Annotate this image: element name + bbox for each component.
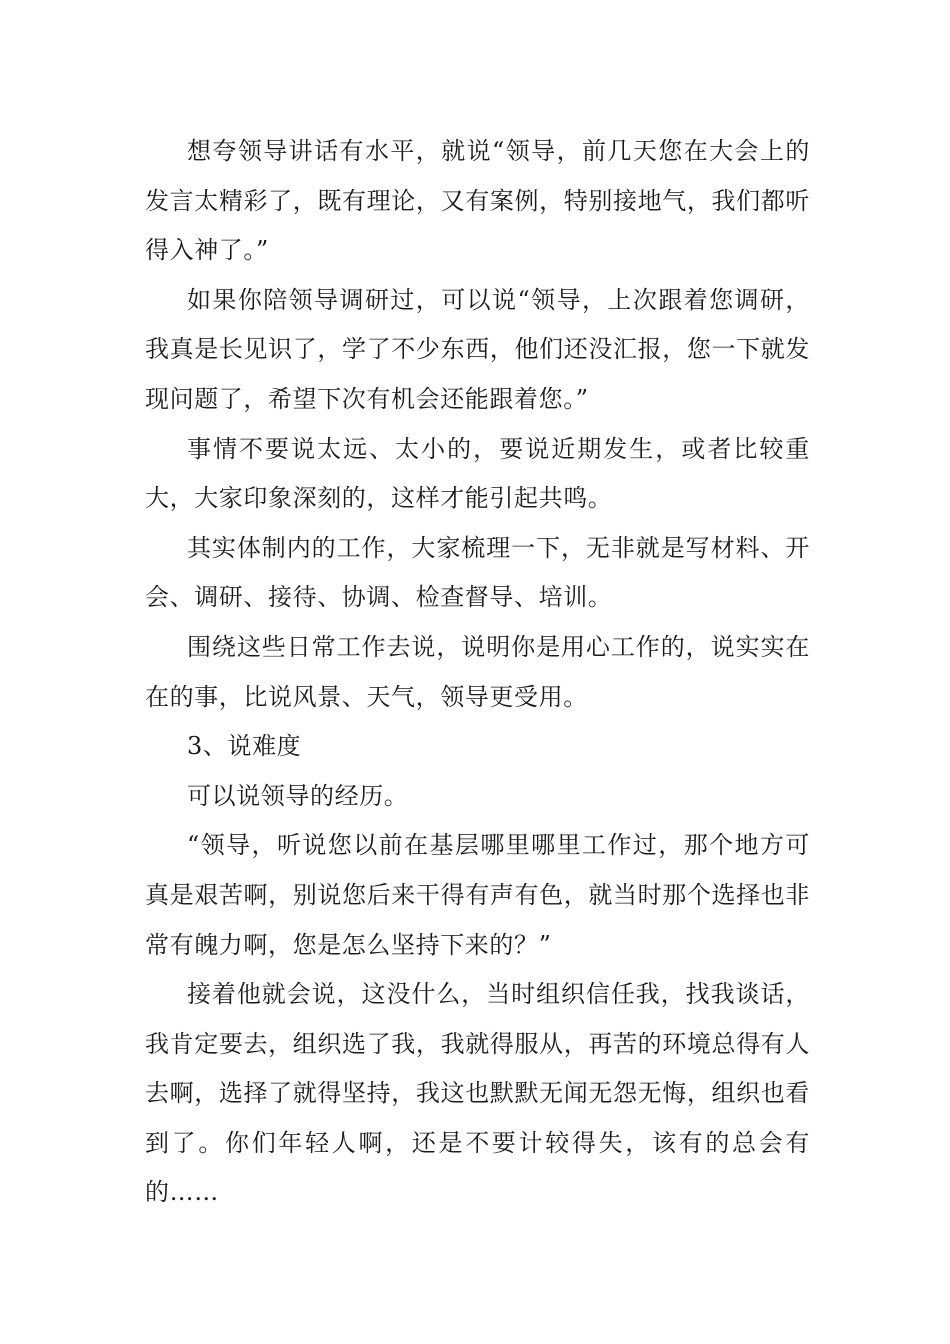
paragraph-praise-speech: 想夸领导讲话有水平，就说“领导，前几天您在大会上的发言太精彩了，既有理论，又有案例，特别接地气，我们都听得入神了。” — [145, 137, 810, 265]
paragraph-praise-research: 如果你陪领导调研过，可以说“领导，上次跟着您调研，我真是长见识了，学了不少东西，他们还没汇报，您一下就发现问题了，希望下次有机会还能跟着您。” — [145, 285, 810, 413]
paragraph-daily-work: 围绕这些日常工作去说，说明你是用心工作的，说实实在在的事，比说风景、天气，领导更受用。 — [145, 632, 810, 711]
paragraph-leader-reply: 接着他就会说，这没什么，当时组织信任我，找我谈话，我肯定要去，组织选了我，我就得服从，再苦的环境总得有人去啊，选择了就得坚持，我这也默默无闻无怨无悔，组织也看到了。你们年轻人啊，还是不要计较得失，该有的总会有的…… — [145, 980, 810, 1207]
paragraph-recent-events: 事情不要说太远、太小的，要说近期发生，或者比较重大，大家印象深刻的，这样才能引起共鸣。 — [145, 434, 810, 513]
section-heading-difficulty: 3、说难度 — [187, 732, 302, 761]
paragraph-experience-intro: 可以说领导的经历。 — [187, 781, 409, 810]
document-body — [145, 127, 810, 1218]
paragraph-work-types: 其实体制内的工作，大家梳理一下，无非就是写材料、开会、调研、接待、协调、检查督导、培训。 — [145, 533, 810, 612]
paragraph-experience-quote: “领导，听说您以前在基层哪里哪里工作过，那个地方可真是艰苦啊，别说您后来干得有声有色，就当时那个选择也非常有魄力啊，您是怎么坚持下来的？” — [145, 831, 810, 959]
